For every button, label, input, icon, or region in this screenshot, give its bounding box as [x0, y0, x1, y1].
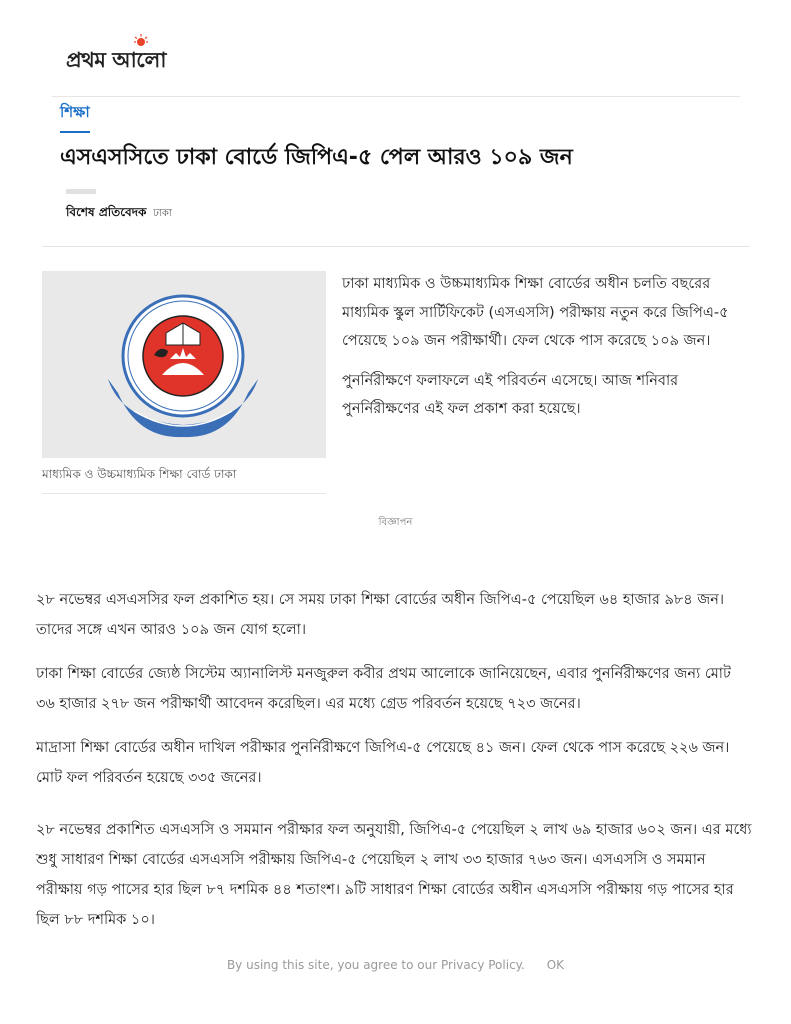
- author-location: ঢাকা: [153, 208, 172, 219]
- byline-decorative-bar: [66, 189, 96, 194]
- cookie-ok-button[interactable]: OK: [546, 958, 565, 972]
- article-body: [36, 585, 754, 949]
- intro-paragraph: পুনর্নিরীক্ষণে ফলাফলে এই পরিবর্তন এসেছে। আজ শনিবার পুনর্নিরীক্ষণের এই ফল প্রকাশ করা হয়েছে।: [342, 372, 679, 417]
- article-divider: [42, 246, 750, 247]
- article-figure: [42, 271, 326, 494]
- cookie-message: By using this site, you agree to our Privacy Policy.: [226, 958, 525, 972]
- body-paragraph: ২৮ নভেম্বর এসএসসির ফল প্রকাশিত হয়। সে সময় ঢাকা শিক্ষা বোর্ডের অধীন জিপিএ-৫ পেয়েছিল ৬৪ হাজার ৯৮৪ জন। তাদের সঙ্গে এখন আরও ১০৯ জন যোগ হলো।: [36, 592, 725, 638]
- sun-logo-icon: [134, 34, 148, 48]
- article-intro: [342, 270, 742, 435]
- board-emblem-image: [42, 271, 326, 458]
- board-emblem-icon: [42, 271, 326, 458]
- logo-text: প্রথম আলো: [66, 47, 166, 72]
- body-paragraph: ২৮ নভেম্বর প্রকাশিত এসএসসি ও সমমান পরীক্ষার ফল অনুযায়ী, জিপিএ-৫ পেয়েছিল ২ লাখ ৬৯ হাজার ৬০২ জন। এর মধ্যে শুধু সাধারণ শিক্ষা বোর্ডের এসএসসি পরীক্ষায় জিপিএ-৫ পেয়েছিল ২ লাখ ৩৩ হাজার ৭৬৩ জন। এসএসসি ও সমমান পরীক্ষায় গড় পাসের হার ছিল ৮৭ দশমিক ৪৪ শতাংশ। ৯টি সাধারণ শিক্ষা বোর্ডের অধীন এসএসসি পরীক্ষায় গড় পাসের হার ছিল ৮৮ দশমিক ১০।: [36, 822, 752, 928]
- figure-caption: মাধ্যমিক ও উচ্চমাধ্যমিক শিক্ষা বোর্ড ঢাকা: [42, 466, 326, 494]
- intro-paragraph: ঢাকা মাধ্যমিক ও উচ্চমাধ্যমিক শিক্ষা বোর্ডের অধীন চলতি বছরের মাধ্যমিক স্কুল সার্টিফিকেট (এসএসসি) পরীক্ষায় নতুন করে জিপিএ-৫ পেয়েছে ১০৯ জন পরীক্ষার্থী। ফেল থেকে পাস করেছে ১০৯ জন।: [342, 276, 729, 349]
- body-paragraph: ঢাকা শিক্ষা বোর্ডের জ্যেষ্ঠ সিস্টেম অ্যানালিস্ট মনজুরুল কবীর প্রথম আলোকে জানিয়েছেন, এবার পুনর্নিরীক্ষণের জন্য মোট ৩৬ হাজার ২৭৮ জন পরীক্ষার্থী আবেদন করেছিল। এর মধ্যে গ্রেড পরিবর্তন হয়েছে ৭২৩ জনের।: [36, 666, 731, 712]
- category-link[interactable]: শিক্ষা: [60, 101, 90, 133]
- header-divider: [52, 96, 740, 97]
- cookie-consent-bar: [0, 958, 791, 972]
- byline: [66, 204, 172, 224]
- site-logo[interactable]: [66, 44, 166, 79]
- author-name[interactable]: বিশেষ প্রতিবেদক: [66, 205, 147, 219]
- article-headline: এসএসসিতে ঢাকা বোর্ডে জিপিএ-৫ পেল আরও ১০৯ জন: [60, 145, 573, 170]
- advertisement-label: বিজ্ঞাপন: [378, 517, 413, 528]
- body-paragraph: মাদ্রাসা শিক্ষা বোর্ডের অধীন দাখিল পরীক্ষার পুনর্নিরীক্ষণে জিপিএ-৫ পেয়েছে ৪১ জন। ফেল থেকে পাস করেছে ২২৬ জন। মোট ফল পরিবর্তন হয়েছে ৩৩৫ জনের।: [36, 740, 730, 786]
